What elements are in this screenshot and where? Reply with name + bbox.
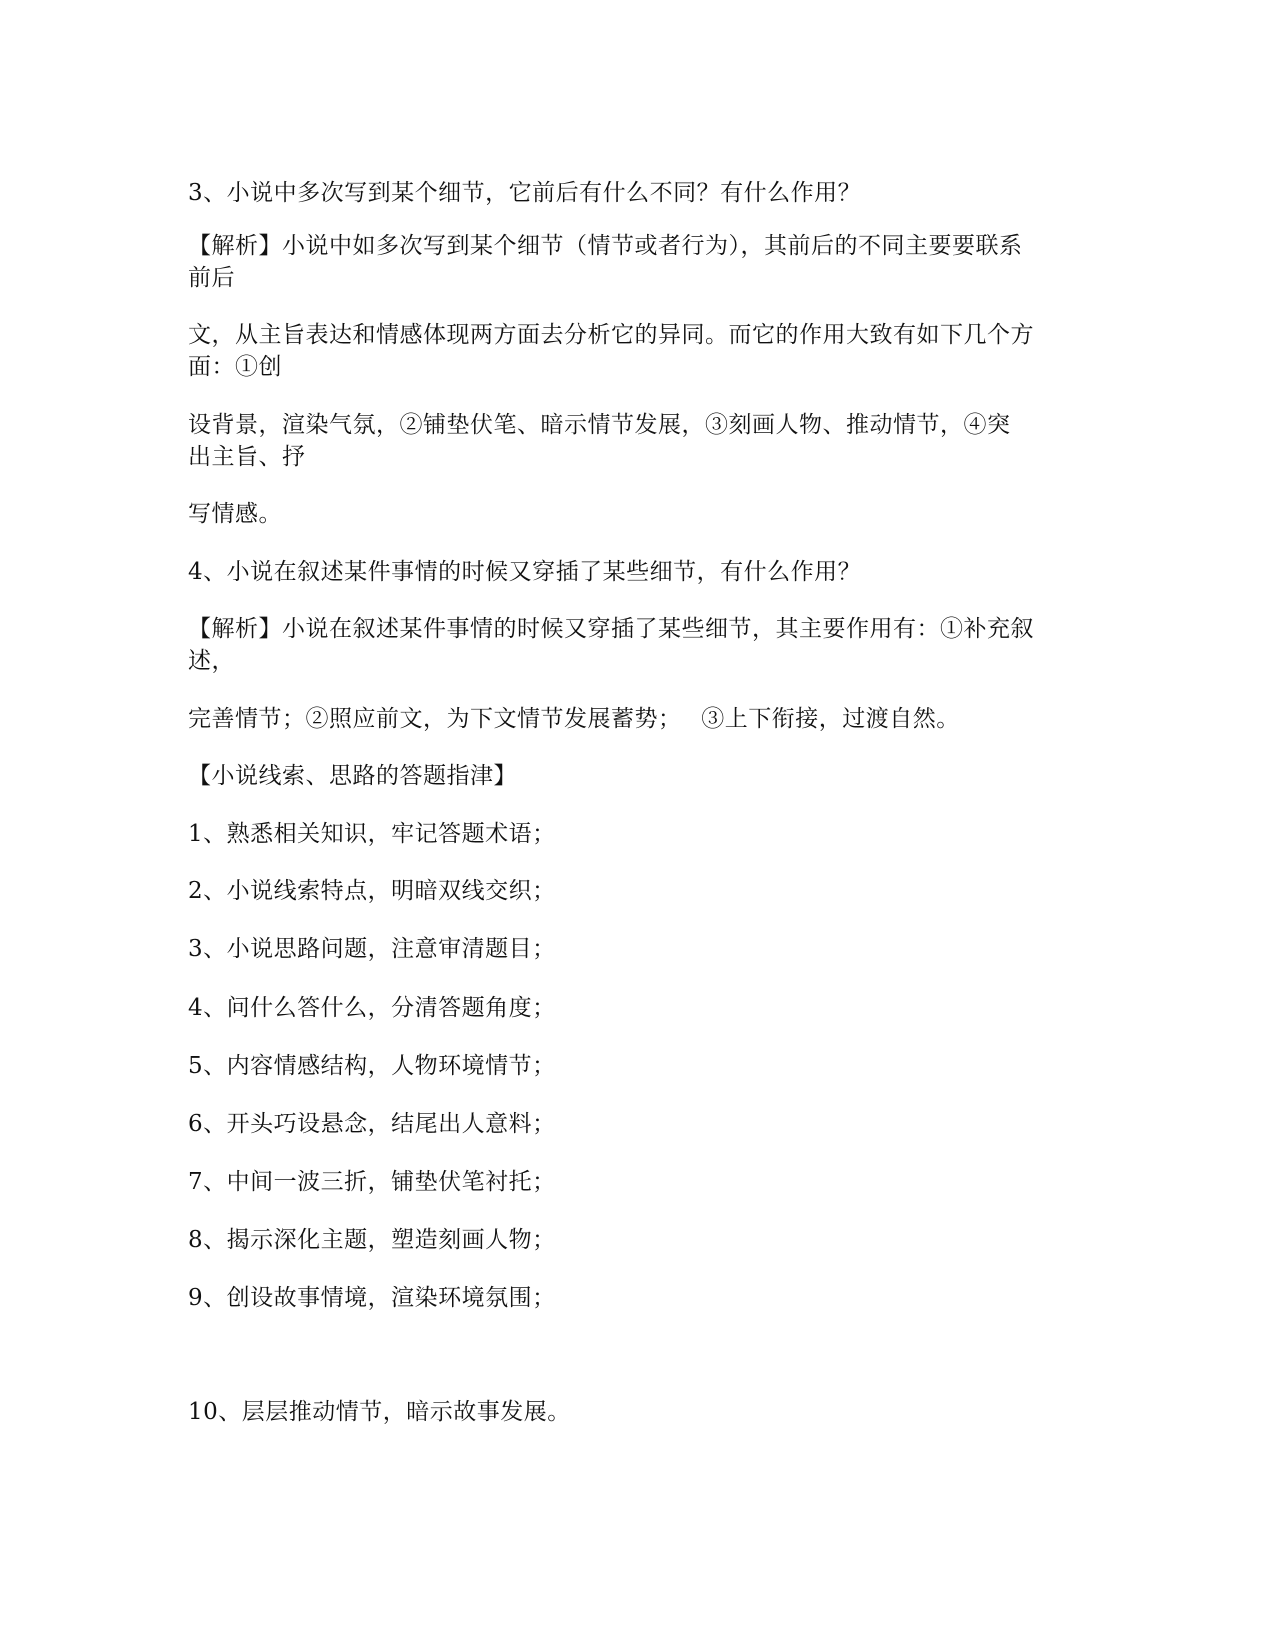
analysis-4-line-3: 完善情节；②照应前文，为下文情节发展蓄势； ③上下衔接，过渡自然。 — [188, 706, 960, 732]
analysis-4-line-1: 【解析】小说在叙述某件事情的时候又穿插了某些细节，其主要作用有：①补充叙 — [188, 616, 1034, 642]
list-item: 8、揭示深化主题，塑造刻画人物； — [188, 1227, 556, 1253]
list-item: 2、小说线索特点，明暗双线交织； — [188, 878, 556, 904]
section-heading: 【小说线索、思路的答题指津】 — [188, 763, 517, 789]
list-item: 5、内容情感结构，人物环境情节； — [188, 1053, 556, 1079]
analysis-3-line-5: 设背景，渲染气氛，②铺垫伏笔、暗示情节发展，③刻画人物、推动情节，④突 — [188, 412, 1011, 438]
analysis-3-line-2: 前后 — [188, 265, 235, 291]
list-item: 10、层层推动情节，暗示故事发展。 — [188, 1399, 571, 1425]
analysis-4-line-2: 述， — [188, 648, 235, 674]
analysis-3-line-3: 文，从主旨表达和情感体现两方面去分析它的异同。而它的作用大致有如下几个方 — [188, 322, 1034, 348]
question-3: 3、小说中多次写到某个细节，它前后有什么不同？有什么作用？ — [188, 180, 862, 206]
analysis-3-line-1: 【解析】小说中如多次写到某个细节（情节或者行为），其前后的不同主要要联系 — [188, 233, 1023, 259]
list-item: 9、创设故事情境，渲染环境氛围； — [188, 1285, 556, 1311]
list-item: 6、开头巧设悬念，结尾出人意料； — [188, 1111, 556, 1137]
list-item: 7、中间一波三折，铺垫伏笔衬托； — [188, 1169, 556, 1195]
list-item: 4、问什么答什么，分清答题角度； — [188, 995, 556, 1021]
list-item: 3、小说思路问题，注意审清题目； — [188, 936, 556, 962]
analysis-3-line-7: 写情感。 — [188, 501, 282, 527]
analysis-3-line-6: 出主旨、抒 — [188, 444, 306, 470]
list-item: 1、熟悉相关知识，牢记答题术语； — [188, 821, 556, 847]
analysis-3-line-4: 面：①创 — [188, 354, 282, 380]
question-4: 4、小说在叙述某件事情的时候又穿插了某些细节，有什么作用？ — [188, 559, 862, 585]
